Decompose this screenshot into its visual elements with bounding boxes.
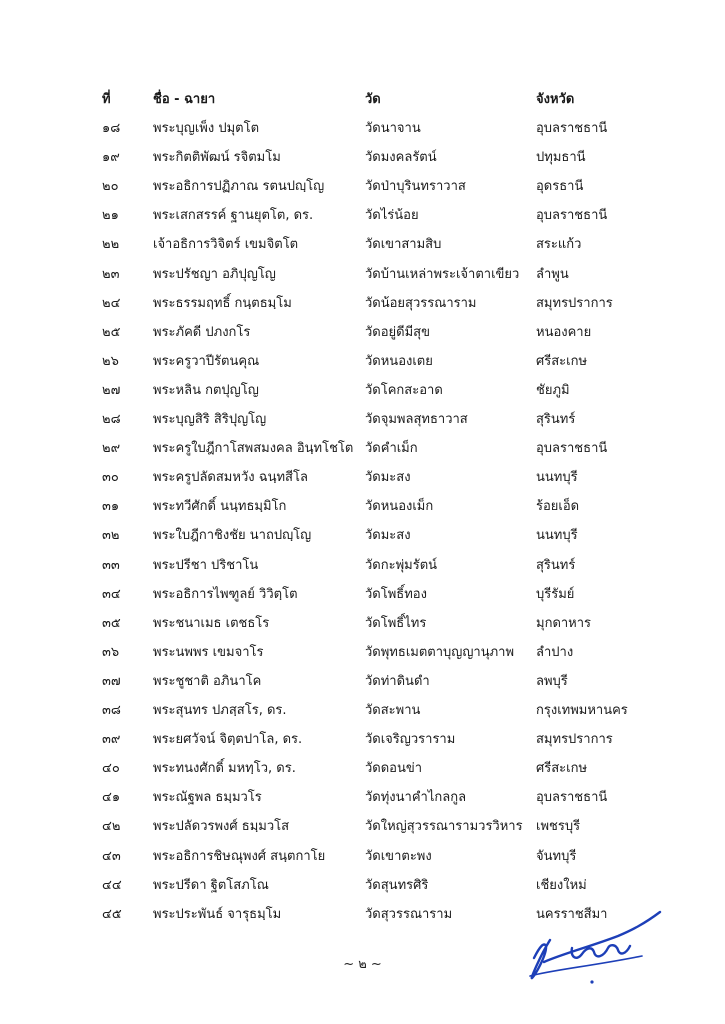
row-temple: วัดป่าบุรินทราวาส bbox=[365, 179, 466, 194]
table-row bbox=[0, 699, 725, 723]
row-province: เชียงใหม่ bbox=[536, 878, 587, 893]
row-name: พระกิตติพัฒน์ รจิตมโม bbox=[153, 150, 281, 165]
row-temple: วัดสะพาน bbox=[365, 703, 421, 718]
row-temple: วัดเขาสามสิบ bbox=[365, 237, 442, 252]
row-temple: วัดหนองเตย bbox=[365, 354, 433, 369]
row-temple: วัดไร่น้อย bbox=[365, 208, 419, 223]
row-name: พระครูใบฎีกาโสพสมงคล อินฺทโชโต bbox=[153, 441, 354, 456]
row-temple: วัดโพธิ์ไทร bbox=[365, 616, 427, 631]
row-name: พระบุญเพ็ง ปมุตโต bbox=[153, 121, 260, 136]
row-no: ๓๙ bbox=[102, 732, 121, 747]
row-province: มุกดาหาร bbox=[536, 616, 592, 631]
row-no: ๓๓ bbox=[102, 558, 120, 573]
row-temple: วัดเจริญวราราม bbox=[365, 732, 456, 747]
row-temple: วัดดอนข่า bbox=[365, 761, 423, 776]
page-number: ~ ๒ ~ bbox=[343, 957, 382, 972]
table-row bbox=[0, 757, 725, 781]
signature-dot bbox=[590, 980, 593, 983]
table-row bbox=[0, 321, 725, 345]
signature-image bbox=[522, 896, 682, 986]
row-name: พระครูวาปีรัตนคุณ bbox=[153, 354, 260, 369]
row-province: นนทบุรี bbox=[536, 528, 578, 543]
row-temple: วัดสุนทรศิริ bbox=[365, 878, 429, 893]
row-temple: วัดคำเม็ก bbox=[365, 441, 418, 456]
row-name: พระภัคดี ปภงกโร bbox=[153, 325, 251, 340]
row-no: ๒๕ bbox=[102, 325, 121, 340]
row-name: พระครูปลัดสมหวัง ฉนฺทสีโล bbox=[153, 470, 308, 485]
row-name: พระทวีศักดิ์ นนฺทธมฺมิโก bbox=[153, 499, 287, 514]
row-name: พระบุญสิริ สิริปุญโญ bbox=[153, 412, 267, 427]
row-no: ๒๔ bbox=[102, 296, 121, 311]
row-temple: วัดพุทธเมตตาบุญญานุภาพ bbox=[365, 645, 515, 660]
table-row bbox=[0, 845, 725, 869]
table-row bbox=[0, 437, 725, 461]
table-row bbox=[0, 670, 725, 694]
row-name: พระยศวัจน์ จิตฺตปาโล, ดร. bbox=[153, 732, 303, 747]
table-row bbox=[0, 641, 725, 665]
row-no: ๔๐ bbox=[102, 761, 120, 776]
table-row bbox=[0, 495, 725, 519]
row-name: พระประพันธ์ จารุธมฺโม bbox=[153, 907, 282, 922]
row-temple: วัดโคกสะอาด bbox=[365, 383, 443, 398]
table-row bbox=[0, 466, 725, 490]
row-name: พระปลัดวรพงศ์ ธมฺมวโส bbox=[153, 819, 290, 834]
row-province: ชัยภูมิ bbox=[536, 383, 570, 398]
row-name: พระชนาเมธ เตชธโร bbox=[153, 616, 270, 631]
row-province: ร้อยเอ็ด bbox=[536, 499, 580, 514]
row-province: หนองคาย bbox=[536, 325, 592, 340]
row-name: พระทนงศักดิ์ มหทฺโว, ดร. bbox=[153, 761, 296, 776]
table-row bbox=[0, 554, 725, 578]
table-row bbox=[0, 379, 725, 403]
table-row bbox=[0, 263, 725, 287]
row-name: พระณัฐพล ธมฺมวโร bbox=[153, 790, 262, 805]
row-name: พระชูชาติ อภินาโค bbox=[153, 674, 262, 689]
row-no: ๓๑ bbox=[102, 499, 120, 514]
row-no: ๓๗ bbox=[102, 674, 121, 689]
row-temple: วัดโพธิ์ทอง bbox=[365, 587, 427, 602]
table-row bbox=[0, 786, 725, 810]
row-no: ๑๘ bbox=[102, 121, 121, 136]
row-no: ๓๒ bbox=[102, 528, 120, 543]
row-no: ๔๓ bbox=[102, 849, 121, 864]
row-province: ลำพูน bbox=[536, 267, 569, 282]
table-row bbox=[0, 815, 725, 839]
row-no: ๒๗ bbox=[102, 383, 121, 398]
table-row bbox=[0, 292, 725, 316]
row-temple: วัดมะสง bbox=[365, 470, 411, 485]
row-no: ๓๔ bbox=[102, 587, 121, 602]
row-name: พระสุนทร ปภสฺสโร, ดร. bbox=[153, 703, 287, 718]
row-no: ๒๒ bbox=[102, 237, 120, 252]
row-province: สุรินทร์ bbox=[536, 558, 576, 573]
row-province: อุบลราชธานี bbox=[536, 441, 608, 456]
row-temple: วัดทุ่งนาคำไกลกูล bbox=[365, 790, 467, 805]
row-temple: วัดบ้านเหล่าพระเจ้าตาเขียว bbox=[365, 267, 520, 282]
row-temple: วัดใหญ่สุวรรณารามวรวิหาร bbox=[365, 819, 523, 834]
row-no: ๓๕ bbox=[102, 616, 121, 631]
table-row bbox=[0, 524, 725, 548]
table-header bbox=[0, 88, 725, 112]
row-no: ๔๑ bbox=[102, 790, 121, 805]
row-no: ๑๙ bbox=[102, 150, 120, 165]
row-temple: วัดหนองเม็ก bbox=[365, 499, 434, 514]
table-row bbox=[0, 583, 725, 607]
row-temple: วัดกะพุ่มรัตน์ bbox=[365, 558, 438, 573]
row-temple: วัดน้อยสุวรรณาราม bbox=[365, 296, 477, 311]
row-province: เพชรบุรี bbox=[536, 819, 581, 834]
row-temple: วัดนาจาน bbox=[365, 121, 421, 136]
row-province: ลพบุรี bbox=[536, 674, 568, 689]
row-province: อุบลราชธานี bbox=[536, 208, 608, 223]
row-temple: วัดสุวรรณาราม bbox=[365, 907, 453, 922]
row-province: จันทบุรี bbox=[536, 849, 577, 864]
table-row bbox=[0, 874, 725, 898]
row-province: สระแก้ว bbox=[536, 237, 582, 252]
row-province: ศรีสะเกษ bbox=[536, 761, 588, 776]
row-name: พระหลิน กตปุญโญ bbox=[153, 383, 259, 398]
table-row bbox=[0, 204, 725, 228]
row-no: ๒๐ bbox=[102, 179, 119, 194]
row-province: อุบลราชธานี bbox=[536, 121, 608, 136]
row-no: ๒๖ bbox=[102, 354, 119, 369]
row-name: พระปรีชา ปริชาโน bbox=[153, 558, 259, 573]
signature-stroke bbox=[532, 912, 660, 978]
row-province: นนทบุรี bbox=[536, 470, 578, 485]
row-province: ลำปาง bbox=[536, 645, 574, 660]
row-name: พระธรรมฤทธิ์ กนฺตธมฺโม bbox=[153, 296, 292, 311]
row-province: นครราชสีมา bbox=[536, 907, 608, 922]
row-temple: วัดท่าดินดำ bbox=[365, 674, 430, 689]
row-no: ๒๘ bbox=[102, 412, 121, 427]
header-no: ที่ bbox=[102, 92, 111, 107]
row-temple: วัดเขาตะพง bbox=[365, 849, 432, 864]
table-row bbox=[0, 612, 725, 636]
row-temple: วัดมะสง bbox=[365, 528, 411, 543]
row-no: ๓๐ bbox=[102, 470, 119, 485]
row-name: พระปรัชญา อภิปุญโญ bbox=[153, 267, 276, 282]
row-temple: วัดมงคลรัตน์ bbox=[365, 150, 437, 165]
row-province: อุดรธานี bbox=[536, 179, 584, 194]
row-name: พระนพพร เขมจาโร bbox=[153, 645, 264, 660]
table-row bbox=[0, 728, 725, 752]
row-province: กรุงเทพมหานคร bbox=[536, 703, 628, 718]
row-name: พระปรีดา ฐิตโสภโณ bbox=[153, 878, 269, 893]
row-no: ๔๕ bbox=[102, 907, 122, 922]
row-no: ๒๑ bbox=[102, 208, 119, 223]
signature-underline bbox=[530, 956, 642, 976]
row-temple: วัดอยู่ดีมีสุข bbox=[365, 325, 430, 340]
row-no: ๓๖ bbox=[102, 645, 120, 660]
row-no: ๔๒ bbox=[102, 819, 121, 834]
row-province: สุรินทร์ bbox=[536, 412, 576, 427]
table-row bbox=[0, 175, 725, 199]
row-province: อุบลราชธานี bbox=[536, 790, 608, 805]
row-no: ๒๓ bbox=[102, 267, 120, 282]
row-name: พระอธิการชิษณุพงศ์ สนฺตกาโย bbox=[153, 849, 326, 864]
row-name: พระอธิการปฏิภาณ รตนปญฺโญ bbox=[153, 179, 325, 194]
table-row bbox=[0, 408, 725, 432]
row-province: สมุทรปราการ bbox=[536, 732, 613, 747]
row-province: ปทุมธานี bbox=[536, 150, 586, 165]
row-no: ๔๔ bbox=[102, 878, 122, 893]
row-province: สมุทรปราการ bbox=[536, 296, 613, 311]
header-province: จังหวัด bbox=[536, 92, 575, 107]
header-name: ชื่อ - ฉายา bbox=[153, 92, 216, 107]
table-row bbox=[0, 350, 725, 374]
table-row bbox=[0, 117, 725, 141]
row-name: พระใบฎีกาชิงชัย นาถปญฺโญ bbox=[153, 528, 312, 543]
row-temple: วัดจุมพลสุทธาวาส bbox=[365, 412, 468, 427]
row-province: ศรีสะเกษ bbox=[536, 354, 588, 369]
table-row bbox=[0, 233, 725, 257]
table-row bbox=[0, 146, 725, 170]
row-name: เจ้าอธิการวิจิตร์ เขมจิตโต bbox=[153, 237, 299, 252]
row-no: ๓๘ bbox=[102, 703, 121, 718]
row-province: บุรีรัมย์ bbox=[536, 587, 575, 602]
row-name: พระเสกสรรค์ ฐานยุตโต, ดร. bbox=[153, 208, 314, 223]
row-no: ๒๙ bbox=[102, 441, 121, 456]
header-temple: วัด bbox=[365, 92, 381, 107]
row-name: พระอธิการไพฑูลย์ วิวิตฺโต bbox=[153, 587, 298, 602]
